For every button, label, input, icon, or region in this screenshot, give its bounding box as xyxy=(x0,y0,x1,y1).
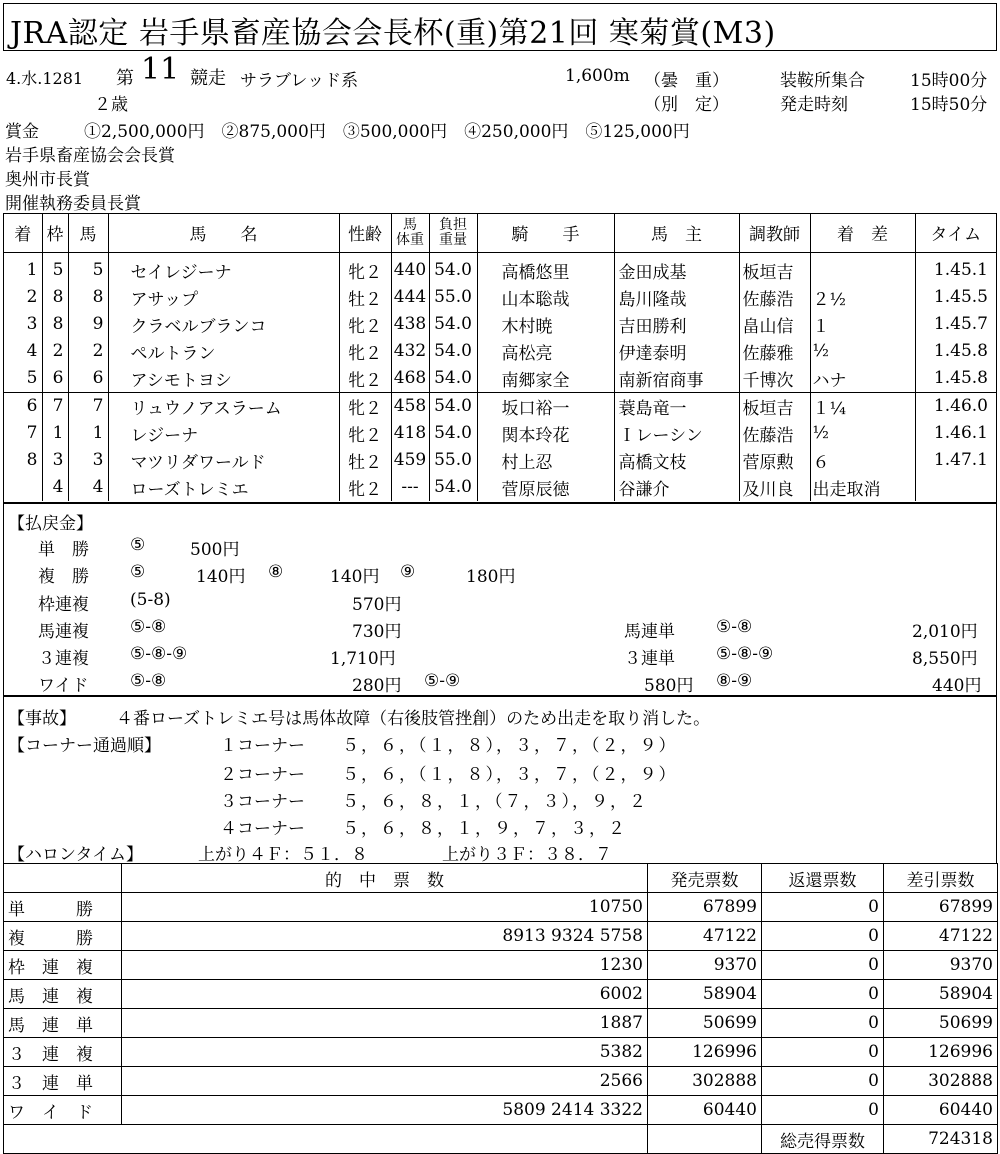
stats-label: 馬 連 複 xyxy=(4,980,122,1009)
corner-4-label: ４コーナー xyxy=(220,819,305,839)
result-time: 1.45.8 xyxy=(933,341,988,361)
race-distance: 1,600m xyxy=(565,66,630,86)
stats-sold: 47122 xyxy=(648,922,762,951)
wide-combo-1: ⑤-⑧ xyxy=(130,671,167,691)
result-row xyxy=(4,365,996,393)
stats-label: 馬 連 単 xyxy=(4,1009,122,1038)
tansho-label: 単 勝 xyxy=(38,540,89,560)
result-name: マツリダワールド xyxy=(108,447,339,474)
header-burden-a: 負担 xyxy=(439,216,467,233)
header-jockey: 騎 手 xyxy=(477,214,614,252)
result-name: クラベルブランコ xyxy=(108,311,339,338)
result-jockey: 山本聡哉 xyxy=(477,284,614,311)
result-trainer: 菅原勲 xyxy=(739,447,810,474)
prize-label: 賞金 xyxy=(5,122,39,142)
result-burden: 54.0 xyxy=(429,252,477,284)
stats-row xyxy=(4,922,998,951)
race-weather: （曇 重） xyxy=(644,71,729,91)
result-uma: 7 xyxy=(68,392,108,420)
result-margin: ２½ xyxy=(810,284,915,311)
accident-text: ４番ローズトレミエ号は馬体故障（右後肢管挫創）のため出走を取り消した。 xyxy=(116,709,711,729)
race-code: 4.水.1281 xyxy=(6,69,84,88)
corner-3-label: ３コーナー xyxy=(220,792,305,812)
result-burden: 54.0 xyxy=(429,392,477,420)
result-burden: 54.0 xyxy=(429,474,477,501)
result-trainer: 板垣吉 xyxy=(739,252,810,284)
stats-net: 60440 xyxy=(884,1096,998,1125)
result-weight: 438 xyxy=(391,311,429,338)
stats-header-net: 差引票数 xyxy=(884,864,998,893)
stats-row xyxy=(4,951,998,980)
wakuren-amount: 570円 xyxy=(352,595,402,615)
fukusho-combo-3: ⑨ xyxy=(400,562,416,582)
race-number: 11 xyxy=(141,52,180,87)
start-time: 15時50分 xyxy=(910,95,988,115)
stats-total-label: 総売得票数 xyxy=(762,1125,884,1154)
result-row xyxy=(4,311,996,338)
result-uma: 8 xyxy=(68,284,108,311)
result-owner: 高橋文枝 xyxy=(614,447,739,474)
umatan-combo: ⑤-⑧ xyxy=(716,617,753,637)
stats-header-hit: 的 中 票 数 xyxy=(122,864,648,893)
stats-refund: 0 xyxy=(762,1096,884,1125)
result-waku: 8 xyxy=(42,284,68,311)
trifecta-label: ３連単 xyxy=(624,649,675,669)
result-sexage: 牡２ xyxy=(339,447,391,474)
umatan-amount: 2,010円 xyxy=(912,622,978,642)
payout-header: 【払戻金】 xyxy=(8,514,93,534)
award-3: 開催執務委員長賞 xyxy=(5,194,141,214)
header-chaku: 着 xyxy=(4,214,42,252)
header-waku: 枠 xyxy=(42,214,68,252)
result-row xyxy=(4,447,996,474)
result-waku: 6 xyxy=(42,365,68,393)
result-jockey: 木村暁 xyxy=(477,311,614,338)
stats-refund: 0 xyxy=(762,1067,884,1096)
result-owner: 蓑島竜一 xyxy=(614,392,739,420)
corner-1-label: １コーナー xyxy=(220,736,305,756)
result-trainer: 板垣吉 xyxy=(739,392,810,420)
result-margin: ハナ xyxy=(810,365,915,393)
result-burden: 54.0 xyxy=(429,420,477,447)
result-row xyxy=(4,474,996,501)
result-jockey: 菅原辰徳 xyxy=(477,474,614,501)
result-time: 1.45.7 xyxy=(933,314,988,334)
result-weight: 418 xyxy=(391,420,429,447)
stats-total-blank-3 xyxy=(648,1125,762,1154)
umaren-combo: ⑤-⑧ xyxy=(130,617,167,637)
fukusho-amount-3: 180円 xyxy=(466,567,516,587)
header-burden xyxy=(429,214,477,252)
fukusho-amount-2: 140円 xyxy=(330,567,380,587)
stats-label: 単 勝 xyxy=(4,893,122,922)
stats-row xyxy=(4,1067,998,1096)
header-time: タイム xyxy=(930,225,982,246)
corner-2-order: ５，６，（１，８），３，７，（２，９） xyxy=(342,765,678,785)
wide-combo-3: ⑧-⑨ xyxy=(716,671,753,691)
stats-label: 複 勝 xyxy=(4,922,122,951)
result-jockey: 高松亮 xyxy=(477,338,614,365)
wide-amount-3: 440円 xyxy=(932,676,982,696)
header-margin: 着 差 xyxy=(810,214,915,252)
result-trainer: 畠山信 xyxy=(739,311,810,338)
stats-hit: 1230 xyxy=(122,951,648,980)
stats-refund: 0 xyxy=(762,980,884,1009)
result-margin xyxy=(810,252,915,284)
stats-hit: 6002 xyxy=(122,980,648,1009)
trifecta-combo: ⑤-⑧-⑨ xyxy=(716,644,774,664)
stats-row xyxy=(4,893,998,922)
result-chaku: 2 xyxy=(4,284,42,311)
race-age: ２歳 xyxy=(94,95,128,115)
stats-net: 50699 xyxy=(884,1009,998,1038)
header-weight xyxy=(391,214,429,252)
result-row xyxy=(4,338,996,365)
result-owner: 吉田勝利 xyxy=(614,311,739,338)
result-row xyxy=(4,252,996,284)
result-margin: 出走取消 xyxy=(810,474,915,501)
wakuren-combo: (5-8) xyxy=(130,590,171,610)
header-name: 馬 名 xyxy=(108,214,339,252)
result-chaku: 8 xyxy=(4,447,42,474)
result-owner: Ｉレーシン xyxy=(614,420,739,447)
agari-3f: 上がり３Ｆ：３８．７ xyxy=(442,845,612,865)
wakuren-label: 枠連複 xyxy=(38,595,89,615)
result-uma: 2 xyxy=(68,338,108,365)
trio-combo: ⑤-⑧-⑨ xyxy=(130,644,188,664)
corner-label: 【コーナー通過順】 xyxy=(8,736,161,756)
stats-row xyxy=(4,1096,998,1125)
result-waku: 5 xyxy=(42,252,68,284)
result-uma: 6 xyxy=(68,365,108,393)
gather-label: 装鞍所集合 xyxy=(780,71,865,91)
fukusho-label: 複 勝 xyxy=(38,567,89,587)
result-sexage: 牡２ xyxy=(339,284,391,311)
corner-2-label: ２コーナー xyxy=(220,765,305,785)
stats-total-value: 724318 xyxy=(884,1125,998,1154)
stats-row xyxy=(4,1038,998,1067)
gather-time: 15時00分 xyxy=(910,71,988,91)
result-uma: 1 xyxy=(68,420,108,447)
result-sexage: 牝２ xyxy=(339,311,391,338)
stats-sold: 50699 xyxy=(648,1009,762,1038)
corner-4-order: ５，６，８，１，９，７，３，２ xyxy=(342,819,627,839)
stats-sold: 60440 xyxy=(648,1096,762,1125)
prize-values: ①2,500,000円 ②875,000円 ③500,000円 ④250,000円 ⑤125,000円 xyxy=(84,122,690,142)
stats-net: 302888 xyxy=(884,1067,998,1096)
stats-header-blank xyxy=(4,864,122,893)
stats-hit: 5382 xyxy=(122,1038,648,1067)
result-weight: 468 xyxy=(391,365,429,393)
stats-total-row xyxy=(4,1125,998,1154)
furlong-label: 【ハロンタイム】 xyxy=(8,845,143,865)
result-weight: 444 xyxy=(391,284,429,311)
stats-sold: 302888 xyxy=(648,1067,762,1096)
stats-sold: 126996 xyxy=(648,1038,762,1067)
result-name: アシモトヨシ xyxy=(108,365,339,393)
result-time: 1.46.1 xyxy=(933,423,988,443)
fukusho-amount-1: 140円 xyxy=(196,567,246,587)
result-jockey: 高橋悠里 xyxy=(477,252,614,284)
result-name: ペルトラン xyxy=(108,338,339,365)
result-burden: 55.0 xyxy=(429,447,477,474)
result-sexage: 牝２ xyxy=(339,338,391,365)
result-waku: 1 xyxy=(42,420,68,447)
stats-net: 9370 xyxy=(884,951,998,980)
stats-label: 枠 連 複 xyxy=(4,951,122,980)
wide-amount-1: 280円 xyxy=(352,676,402,696)
results-header-row xyxy=(4,214,996,252)
stats-hit: 1887 xyxy=(122,1009,648,1038)
result-trainer: 及川良 xyxy=(739,474,810,501)
agari-4f: 上がり４Ｆ：５１．８ xyxy=(198,845,368,865)
result-owner: 谷謙介 xyxy=(614,474,739,501)
accident-label: 【事故】 xyxy=(8,709,76,729)
result-sexage: 牝２ xyxy=(339,252,391,284)
result-chaku: 7 xyxy=(4,420,42,447)
award-1: 岩手県畜産協会会長賞 xyxy=(5,146,175,166)
result-owner: 金田成基 xyxy=(614,252,739,284)
result-weight: 432 xyxy=(391,338,429,365)
result-margin: ６ xyxy=(810,447,915,474)
stats-refund: 0 xyxy=(762,1009,884,1038)
result-jockey: 関本玲花 xyxy=(477,420,614,447)
stats-body xyxy=(4,893,998,1125)
result-weight: 459 xyxy=(391,447,429,474)
stats-label: ３ 連 複 xyxy=(4,1038,122,1067)
umatan-label: 馬連単 xyxy=(624,622,675,642)
result-chaku: 6 xyxy=(4,392,42,420)
stats-hit: 8913 9324 5758 xyxy=(122,922,648,951)
stats-total-blank-1 xyxy=(4,1125,122,1154)
result-uma: 3 xyxy=(68,447,108,474)
result-time: 1.46.0 xyxy=(933,396,988,416)
stats-table xyxy=(3,863,998,1154)
page-title: JRA認定 岩手県畜産協会会長杯(重)第21回 寒菊賞(M3) xyxy=(10,16,776,51)
fukusho-combo-2: ⑧ xyxy=(268,562,284,582)
stats-sold: 67899 xyxy=(648,893,762,922)
result-uma: 9 xyxy=(68,311,108,338)
result-sexage: 牝２ xyxy=(339,474,391,501)
result-weight: 440 xyxy=(391,252,429,284)
header-sexage: 性齢 xyxy=(339,214,391,252)
result-margin: １ xyxy=(810,311,915,338)
race-kyoso: 競走 xyxy=(190,68,226,89)
stats-refund: 0 xyxy=(762,922,884,951)
corner-1-order: ５，６，（１，８），３，７，（２，９） xyxy=(342,736,678,756)
result-weight: --- xyxy=(391,474,429,501)
result-waku: 3 xyxy=(42,447,68,474)
result-time: 1.45.5 xyxy=(933,287,988,307)
result-jockey: 坂口裕一 xyxy=(477,392,614,420)
trifecta-amount: 8,550円 xyxy=(912,649,978,669)
result-time: 1.47.1 xyxy=(933,450,988,470)
result-sexage: 牝２ xyxy=(339,392,391,420)
result-burden: 54.0 xyxy=(429,338,477,365)
stats-net: 47122 xyxy=(884,922,998,951)
race-condition: （別 定） xyxy=(644,95,729,115)
result-chaku: 1 xyxy=(4,252,42,284)
trio-label: ３連複 xyxy=(38,649,89,669)
stats-hit: 2566 xyxy=(122,1067,648,1096)
stats-header-sold: 発売票数 xyxy=(648,864,762,893)
result-row xyxy=(4,392,996,420)
header-weight-a: 馬 xyxy=(403,216,417,233)
result-jockey: 南郷家全 xyxy=(477,365,614,393)
header-uma: 馬 xyxy=(68,214,108,252)
result-margin: ½ xyxy=(810,420,915,447)
tansho-combo: ⑤ xyxy=(130,535,146,555)
result-sexage: 牝２ xyxy=(339,420,391,447)
result-row xyxy=(4,420,996,447)
result-waku: 8 xyxy=(42,311,68,338)
umaren-label: 馬連複 xyxy=(38,622,89,642)
result-burden: 54.0 xyxy=(429,365,477,393)
tansho-amount: 500円 xyxy=(190,540,240,560)
stats-sold: 58904 xyxy=(648,980,762,1009)
corner-3-order: ５，６，８，１，（７，３），９，２ xyxy=(342,792,648,812)
stats-refund: 0 xyxy=(762,951,884,980)
stats-sold: 9370 xyxy=(648,951,762,980)
result-waku: 7 xyxy=(42,392,68,420)
header-trainer: 調教師 xyxy=(739,214,810,252)
result-trainer: 佐藤浩 xyxy=(739,284,810,311)
result-chaku: 4 xyxy=(4,338,42,365)
stats-total-blank-2 xyxy=(122,1125,648,1154)
result-time: 1.45.1 xyxy=(933,260,988,280)
result-name: アサップ xyxy=(108,284,339,311)
award-2: 奥州市長賞 xyxy=(5,170,90,190)
result-name: セイレジーナ xyxy=(108,252,339,284)
result-waku: 4 xyxy=(42,474,68,501)
result-owner: 島川隆哉 xyxy=(614,284,739,311)
result-owner: 南新宿商事 xyxy=(614,365,739,393)
stats-refund: 0 xyxy=(762,893,884,922)
result-time xyxy=(915,474,996,501)
header-weight-b: 体重 xyxy=(396,231,424,248)
fukusho-combo-1: ⑤ xyxy=(130,562,146,582)
result-time: 1.45.8 xyxy=(933,368,988,388)
stats-row xyxy=(4,1009,998,1038)
trio-amount: 1,710円 xyxy=(330,649,396,669)
result-burden: 55.0 xyxy=(429,284,477,311)
result-weight: 458 xyxy=(391,392,429,420)
result-sexage: 牝２ xyxy=(339,365,391,393)
result-trainer: 佐藤雅 xyxy=(739,338,810,365)
result-name: ローズトレミエ xyxy=(108,474,339,501)
umaren-amount: 730円 xyxy=(352,622,402,642)
result-jockey: 村上忍 xyxy=(477,447,614,474)
header-burden-b: 重量 xyxy=(439,231,467,248)
stats-header-row xyxy=(4,864,998,893)
wide-combo-2: ⑤-⑨ xyxy=(424,671,461,691)
result-uma: 5 xyxy=(68,252,108,284)
stats-net: 58904 xyxy=(884,980,998,1009)
wide-label: ワイド xyxy=(38,676,89,696)
stats-hit: 10750 xyxy=(122,893,648,922)
result-row xyxy=(4,284,996,311)
result-owner: 伊達泰明 xyxy=(614,338,739,365)
result-name: リュウノアスラーム xyxy=(108,392,339,420)
start-label: 発走時刻 xyxy=(780,95,848,115)
result-uma: 4 xyxy=(68,474,108,501)
result-waku: 2 xyxy=(42,338,68,365)
stats-label: ワ イ ド xyxy=(4,1096,122,1125)
result-burden: 54.0 xyxy=(429,311,477,338)
race-dai: 第 xyxy=(116,68,134,89)
header-owner: 馬 主 xyxy=(614,214,739,252)
stats-net: 67899 xyxy=(884,893,998,922)
results-body xyxy=(4,252,996,501)
result-name: レジーナ xyxy=(108,420,339,447)
result-trainer: 千博次 xyxy=(739,365,810,393)
result-margin: ½ xyxy=(810,338,915,365)
result-chaku: 3 xyxy=(4,311,42,338)
stats-row xyxy=(4,980,998,1009)
result-chaku: 5 xyxy=(4,365,42,393)
results-table xyxy=(4,214,996,501)
stats-label: ３ 連 単 xyxy=(4,1067,122,1096)
race-breed: サラブレッド系 xyxy=(240,71,359,91)
stats-hit: 5809 2414 3322 xyxy=(122,1096,648,1125)
wide-amount-2: 580円 xyxy=(644,676,694,696)
result-margin: １¼ xyxy=(810,392,915,420)
stats-refund: 0 xyxy=(762,1038,884,1067)
result-trainer: 佐藤浩 xyxy=(739,420,810,447)
stats-net: 126996 xyxy=(884,1038,998,1067)
result-chaku xyxy=(4,474,42,501)
stats-header-refund: 返還票数 xyxy=(762,864,884,893)
